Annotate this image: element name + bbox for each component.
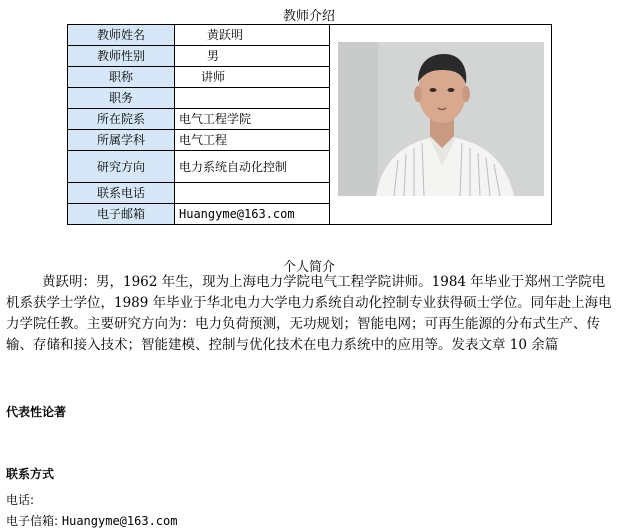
info-value: 男 <box>175 46 330 67</box>
contact-email <box>6 512 177 529</box>
info-label: 联系电话 <box>68 183 175 204</box>
info-label: 职务 <box>68 88 175 109</box>
info-value <box>175 88 330 109</box>
info-label: 教师性别 <box>68 46 175 67</box>
teacher-photo <box>338 42 544 196</box>
info-value: 电气工程学院 <box>175 109 330 130</box>
info-label: 所属学科 <box>68 130 175 151</box>
photo-cell <box>330 25 552 225</box>
info-label: 教师姓名 <box>68 25 175 46</box>
info-value: 电力系统自动化控制 <box>175 151 330 183</box>
info-value: 黄跃明 <box>175 25 330 46</box>
info-label: 职称 <box>68 67 175 88</box>
contact-email-link[interactable]: Huangyme@163.com <box>61 514 178 528</box>
email-label: 电子信箱: <box>6 514 59 528</box>
contact-heading: 联系方式 <box>6 467 55 481</box>
info-row-name <box>68 25 552 46</box>
works-heading: 代表性论著 <box>6 405 67 419</box>
teacher-info-table <box>67 24 552 225</box>
bio-heading: 个人简介 <box>282 260 335 275</box>
portrait-image <box>338 42 544 196</box>
info-label: 所在院系 <box>68 109 175 130</box>
bio-text: 黄跃明：男，1962 年生，现为上海电力学院电气工程学院讲师。1984 年毕业于郑州工学院电机系获学士学位，1989 年毕业于华北电力大学电力系统自动化控制专业获得硕士学位。同年赴上海电力学院任教。主要研究方向为：电力负荷预测，无功规划；智能电网；可再生能源的分布式生产、传输、存储和接入技术；智能建模、控制与优化技术在电力系统中的应用等。发表文章 10 余篇 <box>6 274 612 353</box>
info-value: 电气工程 <box>175 130 330 151</box>
contact-phone <box>6 491 34 508</box>
page-title: 教师介绍 <box>282 9 335 24</box>
info-value: 讲师 <box>175 67 330 88</box>
info-label: 研究方向 <box>68 151 175 183</box>
email-link[interactable]: Huangyme@163.com <box>175 204 330 225</box>
info-value <box>175 183 330 204</box>
info-label: 电子邮箱 <box>68 204 175 225</box>
phone-label: 电话: <box>6 493 35 507</box>
